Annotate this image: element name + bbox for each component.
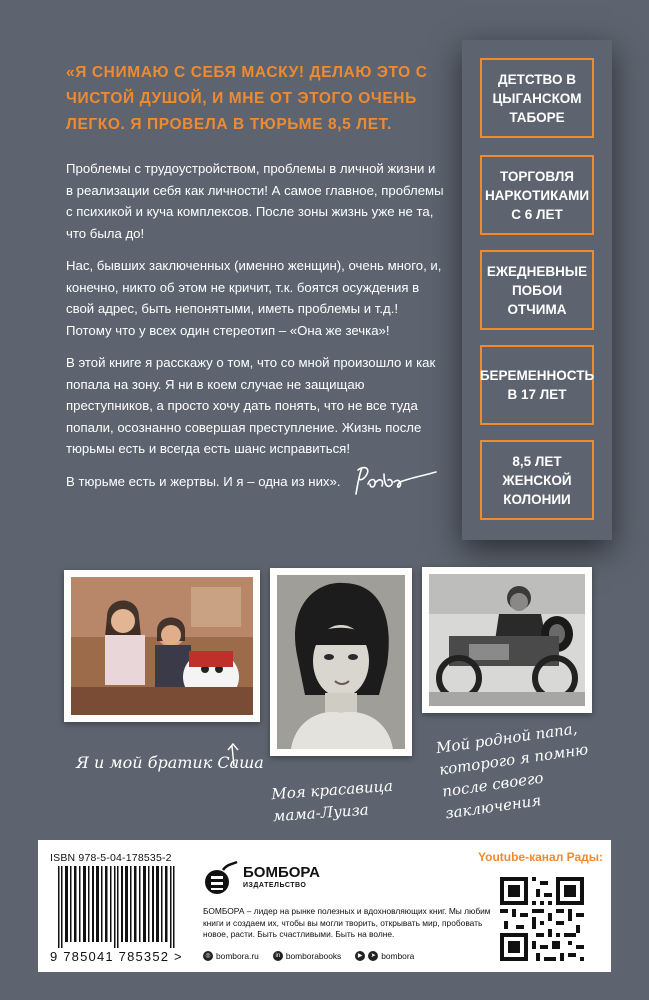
social-yt-label: bombora (381, 951, 415, 961)
publisher-sub: ИЗДАТЕЛЬСТВО (243, 882, 307, 889)
fact-box-beatings: ЕЖЕДНЕВНЫЕ ПОБОИ ОТЧИМА (480, 250, 594, 330)
photo-mother-image (277, 575, 405, 749)
telegram-icon: ➤ (368, 951, 378, 961)
signature-image (350, 460, 440, 500)
paragraph-2: Нас, бывших заключенных (именно женщин), очень много, и, конечно, никто об этом не кричит, т.к. боятся осуждения в свой адрес, быть непонятыми, иметь проблемы и т.д.! Потому что у всех один стереотип – «Она же зечка»! (66, 258, 442, 338)
paragraph-1: Проблемы с трудоустройством, проблемы в личной жизни и в реализации себя как личности! А самое главное, проблемы с психикой и куча комплексов. После зоны жизнь уже не та, что была до! (66, 161, 444, 241)
vk-icon: in (273, 951, 283, 961)
publisher-socials (203, 951, 493, 961)
fact-box-drugs: ТОРГОВЛЯ НАРКОТИКАМИ С 6 ЛЕТ (480, 155, 594, 235)
social-youtube-telegram[interactable] (355, 951, 414, 961)
instagram-icon: ◎ (203, 951, 213, 961)
social-vk-label: bomborabooks (285, 951, 342, 961)
isbn-barcode (50, 866, 188, 948)
paragraph-4: В тюрьме есть и жертвы. И я – одна из них». (66, 473, 341, 489)
fact-box-childhood: ДЕТСТВО В ЦЫГАНСКОМ ТАБОРЕ (480, 58, 594, 138)
fact-box-pregnancy: БЕРЕМЕННОСТЬ В 17 ЛЕТ (480, 345, 594, 425)
paragraph-3: В этой книге я расскажу о том, что со мной произошло и как попала на зону. Я ни в коем случае не защищаю преступников, а просто хочу дать понять, что не все туда попали, осознанно совершая преступление. Жизнь после тюрьмы есть и всегда есть шанс исправиться! (66, 355, 436, 456)
publisher-name: БОМБОРА (243, 864, 320, 881)
barcode-digits: 9 785041 785352 > (50, 949, 183, 964)
youtube-icon: ▶ (355, 951, 365, 961)
facts-sidebar (462, 40, 612, 540)
social-site[interactable] (203, 951, 259, 961)
publisher-description: БОМБОРА – лидер на рынке полезных и вдохновляющих книг. Мы любим книги и создаем их, чтобы вы могли творить, открывать мир, пробовать новое, расти. Быть счастливыми. Быть на волне. (203, 906, 491, 939)
youtube-channel-label: Youtube-канал Рады: (478, 850, 604, 864)
caption-photo3: Мой родной папа, которого я помню после своего заключения (434, 719, 590, 823)
photo-children (64, 570, 260, 722)
quote-heading: «Я СНИМАЮ С СЕБЯ МАСКУ! ДЕЛАЮ ЭТО С ЧИСТОЙ ДУШОЙ, И МНЕ ОТ ЭТОГО ОЧЕНЬ ЛЕГКО. Я ПРОВЕЛА В ТЮРЬМЕ 8,5 ЛЕТ. (66, 64, 428, 133)
qr-code-icon[interactable] (500, 877, 584, 961)
isbn-text: ISBN 978-5-04-178535-2 (50, 852, 172, 864)
social-site-label: bombora.ru (216, 951, 259, 961)
photo-father-image (429, 574, 585, 706)
body-text (66, 158, 446, 503)
back-cover-info-bar (38, 840, 611, 972)
photo-children-image (71, 577, 253, 715)
bombora-logo-icon (203, 860, 243, 896)
photo-mother (270, 568, 412, 756)
caption-photo1: Я и мой братик Саша (76, 753, 264, 772)
caption-photo2: Моя красавица мама-Луиза (270, 776, 394, 826)
fact-box-colony: 8,5 ЛЕТ ЖЕНСКОЙ КОЛОНИИ (480, 440, 594, 520)
social-vk[interactable] (273, 951, 341, 961)
photo-father (422, 567, 592, 713)
